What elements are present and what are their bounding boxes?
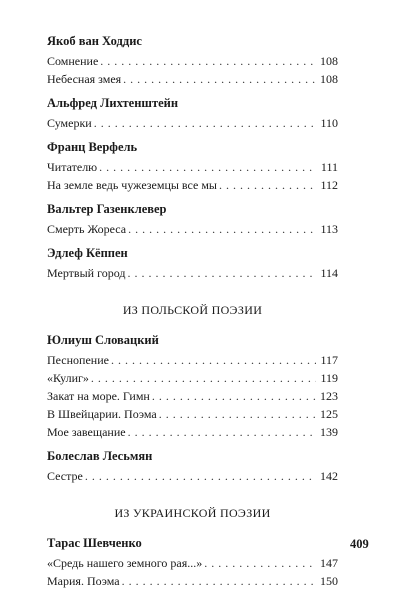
entry-title: На земле ведь чужеземцы все мы <box>47 178 217 192</box>
entry-page-number: 108 <box>320 72 338 86</box>
dot-leader <box>123 70 316 88</box>
entry-page-number: 108 <box>320 54 338 68</box>
dot-leader <box>127 264 316 282</box>
dot-leader <box>100 52 316 70</box>
author-name: Альфред Лихтенштейн <box>47 96 179 110</box>
entry-title: Смерть Жореса <box>47 222 127 236</box>
author-group <box>47 333 338 441</box>
dot-leader <box>85 467 316 485</box>
dot-leader <box>219 176 316 194</box>
entry-page-number: 142 <box>320 469 338 483</box>
author-name: Болеслав Лесьмян <box>47 449 153 463</box>
entry-title: «Кулиг» <box>47 371 89 385</box>
toc-entry <box>47 264 338 282</box>
toc-entry <box>47 369 338 387</box>
dot-leader <box>99 158 316 176</box>
dot-leader <box>94 114 316 132</box>
toc-entry <box>47 467 338 485</box>
entry-title: Сестре <box>47 469 83 483</box>
entry-page-number: 117 <box>320 353 338 367</box>
dot-leader <box>152 387 316 405</box>
dot-leader <box>91 369 316 387</box>
entry-title: Читателю <box>47 160 98 174</box>
author-group <box>47 202 338 238</box>
section-heading-ukrainian: ИЗ УКРАИНСКОЙ ПОЭЗИИ <box>114 506 271 520</box>
entry-page-number: 112 <box>320 178 338 192</box>
entry-title: Закат на море. Гимн <box>47 389 150 403</box>
toc-entry <box>47 554 338 572</box>
dot-leader <box>128 423 316 441</box>
toc-entry <box>47 423 338 441</box>
toc-entry <box>47 176 338 194</box>
entry-title: Небесная змея <box>47 72 122 86</box>
author-group <box>47 140 338 194</box>
dot-leader <box>111 351 316 369</box>
author-name: Якоб ван Ходдис <box>47 34 142 48</box>
entry-title: В Швейцарии. Поэма <box>47 407 157 421</box>
author-group <box>47 96 338 132</box>
entry-page-number: 113 <box>320 222 338 236</box>
author-name: Юлиуш Словацкий <box>47 333 159 347</box>
entry-page-number: 147 <box>320 556 338 570</box>
toc-entry <box>47 351 338 369</box>
entry-page-number: 150 <box>320 574 338 588</box>
author-group <box>47 449 338 485</box>
toc-entry <box>47 114 338 132</box>
entry-title: Мертвый город <box>47 266 126 280</box>
dot-leader <box>128 220 316 238</box>
toc-entry <box>47 220 338 238</box>
entry-page-number: 139 <box>320 425 338 439</box>
dot-leader <box>122 572 316 590</box>
entry-page-number: 110 <box>320 116 338 130</box>
toc-entry <box>47 387 338 405</box>
entry-page-number: 114 <box>320 266 338 280</box>
toc-entry <box>47 70 338 88</box>
entry-title: Сомнение <box>47 54 99 68</box>
author-group <box>47 34 338 88</box>
author-name: Эдлеф Кёппен <box>47 246 128 260</box>
author-name: Вальтер Газенклевер <box>47 202 167 216</box>
entry-page-number: 111 <box>320 160 338 174</box>
dot-leader <box>159 405 316 423</box>
toc-entry <box>47 158 338 176</box>
entry-title: Мое завещание <box>47 425 126 439</box>
entry-title: Сумерки <box>47 116 92 130</box>
author-name: Тарас Шевченко <box>47 536 142 550</box>
table-of-contents <box>47 34 338 598</box>
dot-leader <box>204 554 316 572</box>
author-name: Франц Верфель <box>47 140 138 154</box>
entry-page-number: 119 <box>320 371 338 385</box>
toc-block-ukrainian <box>47 536 338 590</box>
toc-block-polish <box>47 333 338 485</box>
toc-entry <box>47 52 338 70</box>
author-group <box>47 246 338 282</box>
entry-title: Песнопение <box>47 353 109 367</box>
toc-entry <box>47 405 338 423</box>
page-number: 409 <box>350 537 369 551</box>
section-heading-polish: ИЗ ПОЛЬСКОЙ ПОЭЗИИ <box>122 303 263 317</box>
entry-page-number: 125 <box>320 407 338 421</box>
entry-title: Мария. Поэма <box>47 574 120 588</box>
entry-title: «Средь нашего земного рая...» <box>47 556 203 570</box>
toc-block-german <box>47 34 338 282</box>
author-group <box>47 536 338 590</box>
toc-entry <box>47 572 338 590</box>
entry-page-number: 123 <box>320 389 338 403</box>
